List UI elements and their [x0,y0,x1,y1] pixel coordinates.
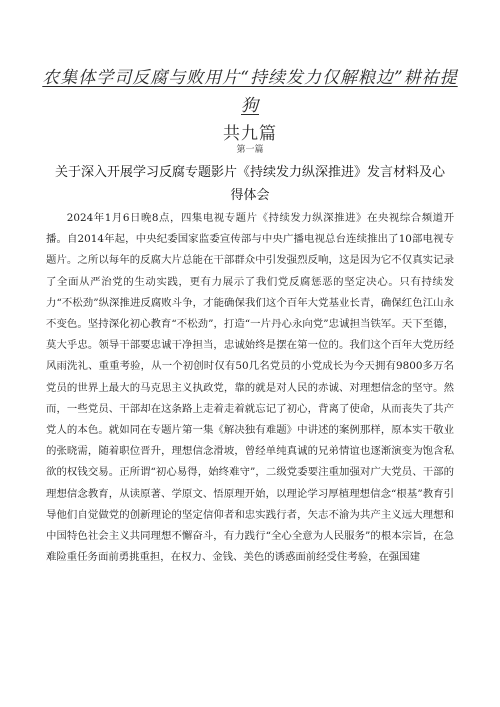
body-paragraph: 2024年1月6日晚8点，四集电视专题片《持续发力纵深推进》在央视综合频道开播。自2014年起，中央纪委国家监委宣传部与中央广播电视总台连续推出了10部电视专题片。之所以每年的反腐大片总能在干部群众中引发强烈反响，这是因为它不仅真实记录了全面从严治党的生动实践，更有力展示了我们党反腐惩恶的坚定决心。只有持续发力“不松劲”纵深推进反腐败斗争，才能确保我们这个百年大党基业长青，确保红色江山永不变色。坚持深化初心教育“不松劲”，打造“一片丹心永向党”忠诚担当铁军。天下至德，莫大乎忠。领导干部要忠诚干净担当，忠诚始终是摆在第一位的。我们这个百年大党历经风雨洗礼、重重考验，从一个初创时仅有50几名党员的小党成长为今天拥有9800多万名党员的世界上最大的马克思主义执政党，靠的就是对人民的赤诚、对理想信念的坚守。然而，一些党员、干部却在这条路上走着走着就忘记了初心，背离了使命，从而丧失了共产党人的本色。就如同在专题片第一集《解决独有难题》中讲述的案例那样，原本实干敬业的张晓需，随着职位晋升，理想信念滑坡，曾经单纯真诚的兄弟情谊也逐渐演变为饱含私欲的权钱交易。正所谓“初心易得，始终难守”，二级党委要注重加强对广大党员、干部的理想信念教育，从读原著、学原文、悟原理开始，以理论学习厚植理想信念“根基”教育引导他们自觉做党的创新理论的坚定信仰者和忠实践行者，矢志不渝为共产主义远大理想和中国特色社会主义共同理想不懈奋斗，有力践行“全心全意为人民服务”的根本宗旨，在急难险重任务面前勇挑重担，在权力、金钱、美色的诱惑面前经受住考验，在强国建 [46,212,454,564]
document-title-line-1: 农集体学司反腐与败用片“持续发力仅解粮边”耕祐提狗 [42,68,458,116]
section-label: 第一篇 [236,145,264,155]
document-title-line-2: 共九篇 [223,124,277,144]
article-subtitle: 关于深入开展学习反腐专题影片《持续发力纵深推进》发言材料及心得体会 [55,165,446,203]
document-title [40,64,460,148]
